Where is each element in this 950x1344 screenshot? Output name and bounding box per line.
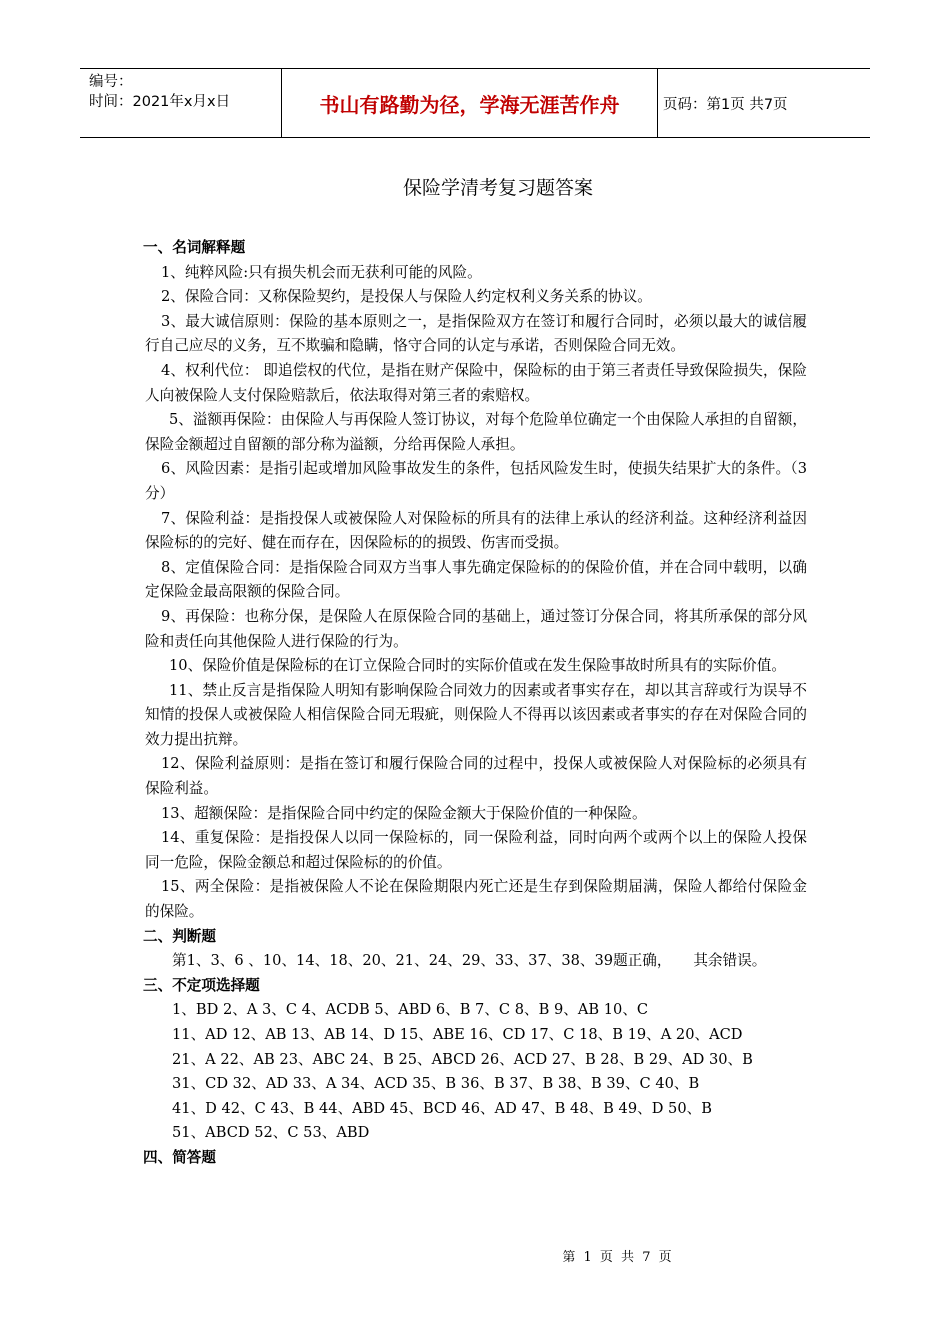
definition-item: 15、两全保险：是指被保险人不论在保险期限内死亡还是生存到保险期届满，保险人都给付保险金的保险。 bbox=[145, 878, 807, 921]
header-page-info: 页码：第1页 共7页 bbox=[663, 96, 788, 113]
choice-answers-line: 11、AD 12、AB 13、AB 14、D 15、ABE 16、CD 17、C 18、B 19、A 20、ACD bbox=[172, 1026, 743, 1043]
section-heading-multiple-choice: 三、不定项选择题 bbox=[143, 976, 260, 994]
definition-item: 11、禁止反言是指保险人明知有影响保险合同效力的因素或者事实存在，却以其言辞或行为误导不知情的投保人或被保险人相信保险合同无瑕疵，则保险人不得再以该因素或者事实的存在对保险合同的效力提出抗辩。 bbox=[145, 681, 807, 748]
section-heading-definitions: 一、名词解释题 bbox=[143, 239, 246, 256]
page-footer: 第 1 页 共 7 页 bbox=[562, 1250, 672, 1265]
number-label: 编号： bbox=[89, 74, 133, 90]
definition-item: 3、最大诚信原则：保险的基本原则之一，是指保险双方在签订和履行合同时，必须以最大的诚信履行自己应尽的义务，互不欺骗和隐瞒，恪守合同的认定与承诺，否则保险合同无效。 bbox=[145, 312, 807, 355]
header-table bbox=[80, 68, 870, 138]
definition-item: 13、超额保险：是指保险合同中约定的保险金额大于保险价值的一种保险。 bbox=[161, 804, 647, 822]
date-label: 时间：2021年x月x日 bbox=[89, 94, 231, 110]
document-body bbox=[145, 236, 807, 1171]
definition-item: 14、重复保险：是指投保人以同一保险标的，同一保险利益，同时向两个或两个以上的保险人投保同一危险，保险金额总和超过保险标的的价值。 bbox=[145, 829, 807, 871]
definition-item: 9、再保险：也称分保，是保险人在原保险合同的基础上，通过签订分保合同，将其所承保的部分风险和责任向其他保险人进行保险的行为。 bbox=[145, 607, 807, 650]
definition-item: 4、权利代位： 即追偿权的代位，是指在财产保险中，保险标的由于第三者责任导致保险损失，保险人向被保险人支付保险赔款后，依法取得对第三者的索赔权。 bbox=[145, 361, 807, 404]
true-false-answers: 第1、3、6 、10、14、18、20、21、24、29、33、37、38、39题正确， 其余错误。 bbox=[172, 952, 767, 970]
document-title: 保险学清考复习题答案 bbox=[402, 177, 593, 199]
choice-answers-line: 31、CD 32、AD 33、A 34、ACD 35、B 36、B 37、B 38、B 39、C 40、B bbox=[172, 1075, 700, 1093]
header-meta bbox=[80, 69, 282, 137]
header-motto: 书山有路勤为径，学海无涯苦作舟 bbox=[282, 69, 658, 137]
section-heading-true-false: 二、判断题 bbox=[143, 927, 216, 945]
section-heading-short-answer: 四、简答题 bbox=[143, 1148, 216, 1166]
choice-answers-line: 41、D 42、C 43、B 44、ABD 45、BCD 46、AD 47、B 48、B 49、D 50、B bbox=[172, 1099, 712, 1117]
definition-item: 12、保险利益原则：是指在签订和履行保险合同的过程中，投保人或被保险人对保险标的必须具有保险利益。 bbox=[145, 755, 807, 798]
definition-item: 6、风险因素：是指引起或增加风险事故发生的条件，包括风险发生时，使损失结果扩大的条件。（3分） bbox=[145, 460, 807, 502]
definition-item: 5、溢额再保险：由保险人与再保险人签订协议，对每个危险单位确定一个由保险人承担的自留额，保险金额超过自留额的部分称为溢额，分给再保险人承担。 bbox=[145, 411, 807, 453]
definition-item: 10、保险价值是保险标的在订立保险合同时的实际价值或在发生保险事故时所具有的实际价值。 bbox=[169, 657, 786, 675]
definition-item: 8、定值保险合同：是指保险合同双方当事人事先确定保险标的的保险价值，并在合同中载明，以确定保险金最高限额的保险合同。 bbox=[145, 558, 807, 601]
definition-item: 2、保险合同：又称保险契约，是投保人与保险人约定权利义务关系的协议。 bbox=[161, 288, 652, 306]
choice-answers-line: 1、BD 2、A 3、C 4、ACDB 5、ABD 6、B 7、C 8、B 9、AB 10、C bbox=[172, 1001, 649, 1019]
choice-answers-line: 21、A 22、AB 23、ABC 24、B 25、ABCD 26、ACD 27、B 28、B 29、AD 30、B bbox=[172, 1050, 753, 1068]
choice-answers-line: 51、ABCD 52、C 53、ABD bbox=[172, 1124, 370, 1142]
definition-item: 7、保险利益：是指投保人或被保险人对保险标的所具有的法律上承认的经济利益。这种经济利益因保险标的的完好、健在而存在，因保险标的的损毁、伤害而受损。 bbox=[145, 509, 807, 552]
definition-item: 1、纯粹风险:只有损失机会而无获利可能的风险。 bbox=[161, 263, 482, 281]
